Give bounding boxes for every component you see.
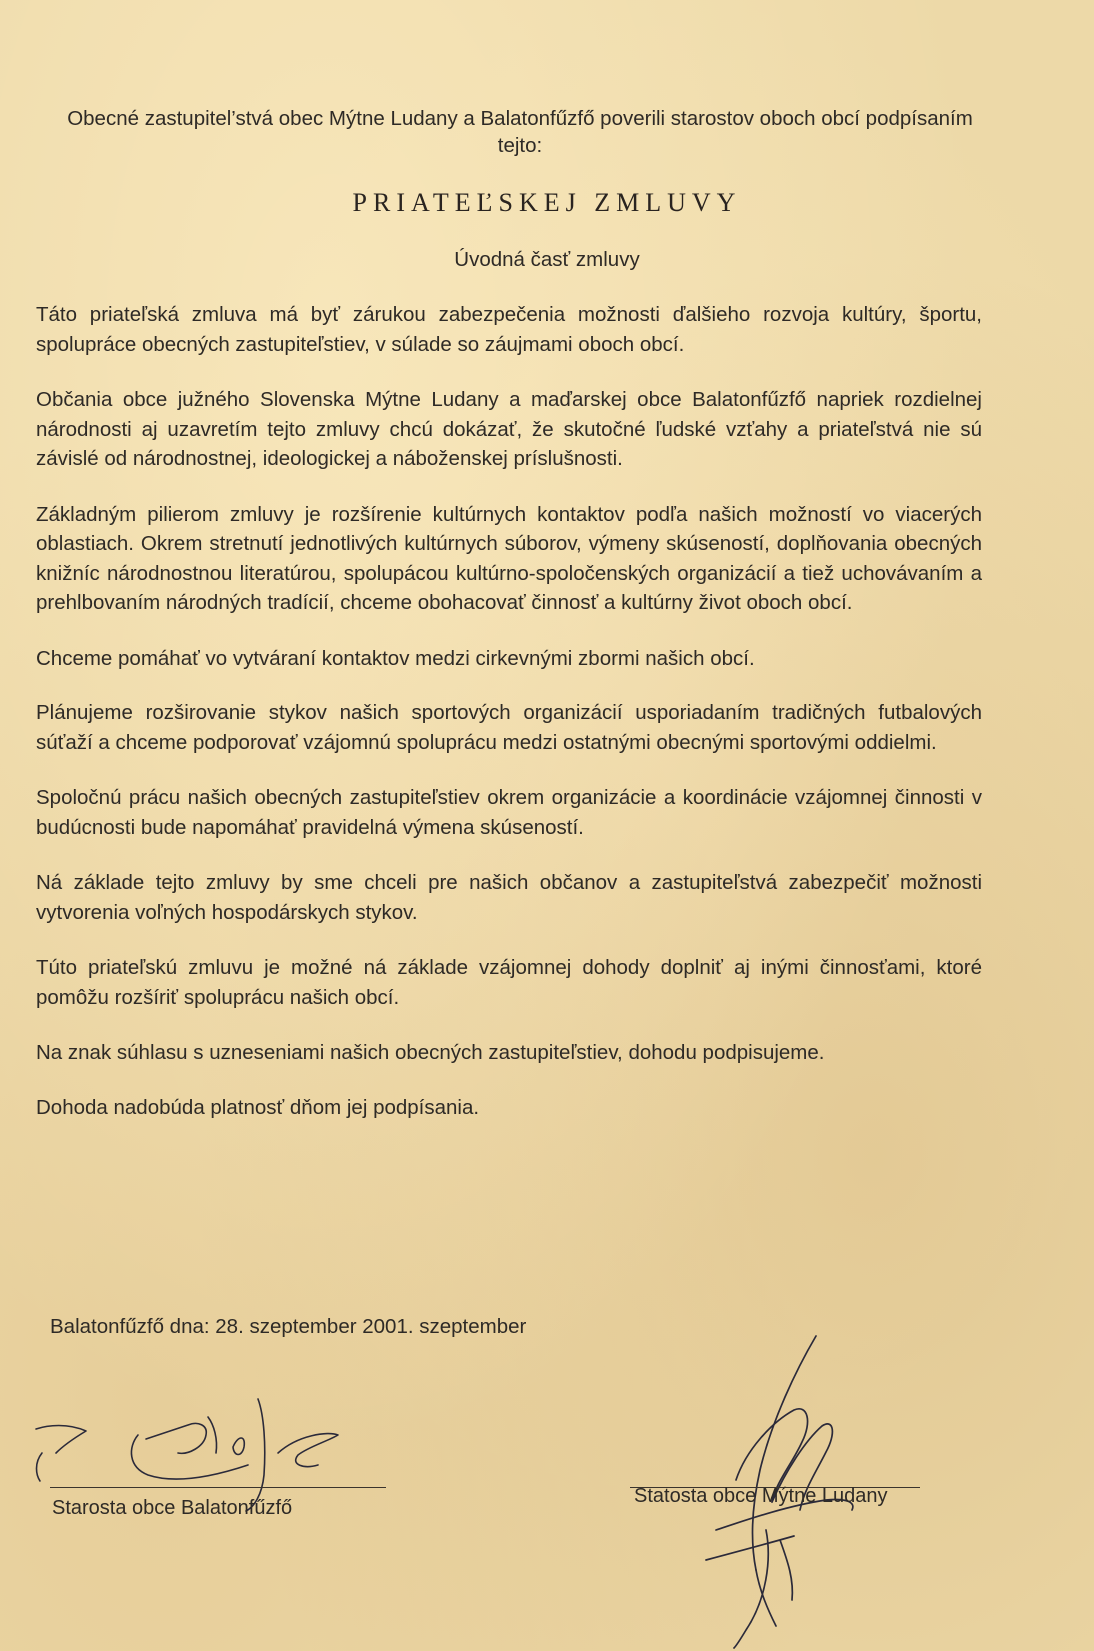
place-and-date: Balatonfűzfő dna: 28. szeptember 2001. szeptember [50,1315,527,1338]
paragraph: Táto priateľská zmluva má byť zárukou zabezpečenia možnosti ďalšieho rozvoja kultúry, športu, spolupráce obecných zastupiteľstiev, v súlade so záujmami oboch obcí. [36,303,982,356]
paragraph: Základným pilierom zmluvy je rozšírenie kultúrnych kontaktov podľa našich možností vo viacerých oblastiach. Okrem stretnutí jednotlivých kultúrnych súborov, výmeny skúseností, doplňovania obecných knižníc národnostnou literatúrou, spolupácou kultúrno-spoločenských organizácií a tiež uchovávaním a prehlbovaním národných tradícií, chceme obohacovať činnosť a kultúrny život oboch obcí. [36,502,982,614]
right-signatory-label: Statosta obce Mýtne Ludany [634,1485,888,1507]
paragraph: Túto priateľskú zmluvu je možné ná základe vzájomnej dohody doplniť aj inými činnosťami, ktoré pomôžu rozšíriť spoluprácu našich obcí. [36,956,982,1009]
paragraph: Ná základe tejto zmluvy by sme chceli pre našich občanov a zastupiteľstvá zabezpečiť možnosti vytvorenia voľných hospodárskych stykov. [36,871,982,924]
document-title: PRIATEĽSKEJ ZMLUVY [352,188,742,217]
document-subtitle: Úvodná časť zmluvy [454,248,640,271]
left-signatory-label: Starosta obce Balatonfűzfő [52,1497,293,1519]
document-body [36,300,982,1147]
intro-text: Obecné zastupitel’stvá obec Mýtne Ludany a Balatonfűzfő poverili starostov oboch obcí podpísaním tejto: [67,107,973,157]
paragraph: Chceme pomáhať vo vytváraní kontaktov medzi cirkevnými zbormi našich obcí. [36,646,755,670]
left-signature-line [50,1487,386,1488]
paragraph: Na znak súhlasu s uzneseniami našich obecných zastupiteľstiev, dohodu podpisujeme. [36,1041,825,1064]
paragraph: Plánujeme rozširovanie stykov našich sportových organizácií usporiadaním tradičných futbalových súťaží a chceme podporovať vzájomnú spoluprácu medzi ostatnými obecnými sportovými oddielmi. [36,701,982,754]
paragraph: Občania obce južného Slovenska Mýtne Ludany a maďarskej obce Balatonfűzfő napriek rozdielnej národnosti aj uzavretím tejto zmluvy chcú dokázať, že skutočné ľudské vzťahy a priateľstvá nie sú závislé od národnostnej, ideologickej a náboženskej príslušnosti. [36,388,982,470]
paragraph: Spoločnú prácu našich obecných zastupiteľstiev okrem organizácie a koordinácie vzájomnej činnosti v budúcnosti bude napomáhať pravidelná výmena skúseností. [36,786,982,839]
paragraph: Dohoda nadobúda platnosť dňom jej podpísania. [36,1095,480,1119]
